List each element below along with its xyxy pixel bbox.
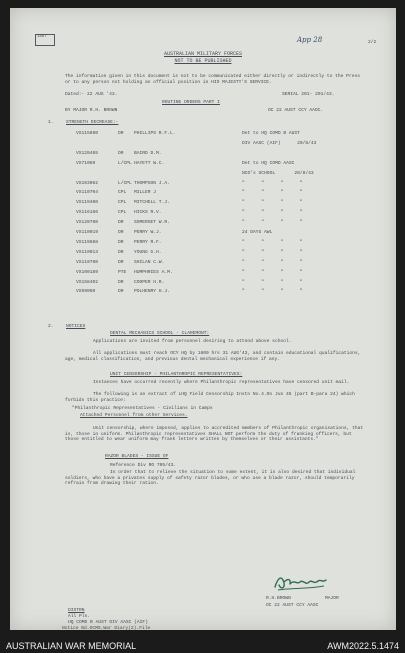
stamp-number: 1867 <box>37 35 47 39</box>
table-row <box>76 270 376 276</box>
section1-title: STRENGTH DECREASE:- <box>66 120 119 125</box>
page-reference: 2/2 <box>368 40 377 45</box>
censorship-paragraph-2: The following is an extract of LHQ Field Censorship Instn No.4.On Jun 45 (part B-para 24) which forbids this practice: <box>65 392 355 403</box>
row-note: " " " " <box>242 190 303 196</box>
table-row <box>76 131 376 137</box>
signatory-appointment: OC 22 AUST CCY AASC <box>266 603 319 608</box>
member-name: POLHENRY H.J. <box>134 289 170 295</box>
row-note: " " " " <box>242 200 303 206</box>
rank: L/CPL <box>118 160 132 166</box>
table-row <box>76 161 376 167</box>
rank: DR <box>118 279 124 285</box>
section2-number: 2. <box>48 324 54 329</box>
row-note: " " " " <box>242 279 303 285</box>
service-number: VX116166 <box>76 210 99 216</box>
rank: CPL <box>118 200 127 206</box>
service-number: VX119888 <box>76 239 99 245</box>
row-note: NCO's SCHOOL 20/8/43 <box>242 170 314 176</box>
distribution-line-3: Notice Bd.OCMS.War Diary(2).File <box>62 626 151 630</box>
table-row <box>76 200 376 206</box>
row-note: " " " " <box>242 259 303 265</box>
member-name: PERRY R.F. <box>134 239 162 245</box>
service-number: VX110019 <box>76 230 99 235</box>
row-note: " " " " <box>242 180 303 186</box>
security-notice: The information given in this document is not to be communicated either directly or indirectly to the Press or to any person not holding an official position in HIS MAJESTY'S SERVICE. <box>65 74 360 85</box>
razor-paragraph: In order that to relieve the situation to some extent, it is also desired that individual soldiers, who have a privates supply of safety razor blades, or who use a blade razor, should temporarily refrain from drawing their ration. <box>65 470 356 487</box>
member-name: HAYETT W.C. <box>134 160 165 166</box>
member-name: COOPER H.R. <box>134 279 165 285</box>
dated-line: Dated:- 22 AUG '43. <box>65 92 118 97</box>
table-row <box>76 171 376 177</box>
member-name: HICKS R.V. <box>134 210 162 216</box>
footer-institution: AUSTRALIAN WAR MEMORIAL <box>6 640 137 651</box>
document-page <box>10 8 396 630</box>
service-number: VX115890 <box>76 131 99 136</box>
document-title: AUSTRALIAN MILITARY FORCES <box>163 51 242 57</box>
table-row <box>76 230 376 236</box>
service-number: VX120780 <box>76 220 99 226</box>
razor-reference: Reference Div RO 705/43. <box>110 463 177 468</box>
member-name: PERRY W.J. <box>134 230 162 235</box>
dental-paragraph-1: Applications are invited from personnel desiring to attend above school. <box>93 339 292 344</box>
censorship-paragraph-3: Unit censorship, where imposed, applies to accredited members of Philanthropic organisations, that is, those in uniform. Philanthropic representatives SHALL NOT perform the duty of franking officers, but those entitled to wear uniform may frank letters written by themselves or their assistants." <box>65 426 364 443</box>
table-row <box>76 240 376 246</box>
member-name: PHILLIPS R.F.L. <box>134 131 176 136</box>
member-name: MITCHELL T.J. <box>134 200 170 206</box>
censorship-quote-1: "Philanthropic Representatives - Civilians in Camps <box>72 406 213 411</box>
archive-footer <box>0 638 405 653</box>
censorship-quote-2: Attached Personnel from other Services. <box>80 413 188 418</box>
signatory-rank: MAJOR <box>325 596 339 601</box>
distribution-line-1: All Pls. <box>68 614 91 619</box>
table-row <box>76 190 376 196</box>
dental-title: DENTAL MECHANICS SCHOOL - CLAREMONT: <box>110 331 210 336</box>
table-row <box>76 141 376 147</box>
member-name: BAIRD D.M. <box>134 150 162 156</box>
handwritten-signature <box>272 573 328 593</box>
section1-number: 1. <box>48 120 54 125</box>
service-number: VX110013 <box>76 249 99 255</box>
rank: PTE <box>118 269 127 275</box>
table-row <box>76 260 376 266</box>
censorship-title: UNIT CENSORSHIP - PHILANTHROPIC REPRESENTATIVES: <box>110 372 243 377</box>
document-subtitle: NOT TO BE PUBLISHED <box>174 58 232 64</box>
table-row <box>76 151 376 157</box>
row-note: " " " " <box>242 239 303 245</box>
dental-paragraph-2: All applications must reach OCY HQ by 1800 hrs 31 AUG'43, and contain educational qualifications, age, medical classification, and previous dental mechanical experience if any. <box>65 351 361 362</box>
orders-title: ROUTINE ORDERS PART I <box>162 100 220 105</box>
service-number: VX59060 <box>76 289 96 295</box>
member-name: SOMERSET W.R. <box>134 220 170 226</box>
rank: DR <box>118 259 124 265</box>
service-number: VX100189 <box>76 269 99 275</box>
rank: DR <box>118 131 124 136</box>
row-note: Det to HQ COMD AASC <box>242 160 295 166</box>
table-row <box>76 280 376 286</box>
distribution-title: DISTRN <box>68 608 85 613</box>
rank: DR <box>118 289 124 295</box>
rank: CPL <box>118 190 127 196</box>
serial-line: SERIAL 201- 201/43. <box>282 92 335 97</box>
rank: DR <box>118 220 124 226</box>
row-note: " " " " <box>242 249 303 255</box>
razor-title: RAZOR BLADES - ISSUE OF <box>105 454 169 459</box>
rank: DR <box>118 249 124 255</box>
signatory-name: R.H.BROWN <box>266 596 291 601</box>
handwritten-reference: App 28 <box>297 36 323 44</box>
service-number: VX119400 <box>76 200 99 206</box>
rank: DR <box>118 230 124 235</box>
service-number: VX103062 <box>76 180 99 186</box>
table-row <box>76 181 376 187</box>
service-number: VX158402 <box>76 279 99 285</box>
archive-stamp <box>35 34 55 46</box>
table-row <box>76 289 376 295</box>
member-name: SHILAN C.W. <box>134 259 165 265</box>
service-number: VX110780 <box>76 259 99 265</box>
table-row <box>76 220 376 226</box>
distribution-line-2: HQ COMD B AUST DIV AASC (AIF) <box>68 620 148 625</box>
row-note: " " " " <box>242 269 303 275</box>
table-row <box>76 250 376 256</box>
by-line: BY MAJOR R.H. BROWN <box>65 108 118 113</box>
section2-title: NOTICES <box>66 324 86 329</box>
rank: CPL <box>118 210 127 216</box>
service-number: VX120465 <box>76 150 99 156</box>
rank: L/CPL <box>118 180 132 186</box>
censorship-paragraph-1: Instances have occurred recently where Philanthropic representatives have censored unit mail. <box>93 380 350 385</box>
member-name: MILLER J <box>134 190 157 196</box>
oc-line: OC 22 AUST CCY AAOC. <box>268 108 324 113</box>
row-note: Det to HQ COMD B AUST <box>242 131 300 136</box>
rank: DR <box>118 150 124 156</box>
row-note: 24 DAYS AWL <box>242 230 273 235</box>
service-number: VX110704 <box>76 190 99 196</box>
footer-accession: AWM2022.5.1474 <box>327 640 399 651</box>
rank: DR <box>118 239 124 245</box>
row-note: " " " " <box>242 289 303 295</box>
row-note: " " " " <box>242 220 303 226</box>
member-name: YOUNG G.H. <box>134 249 162 255</box>
service-number: VX71089 <box>76 160 96 166</box>
member-name: HUMPHRIES A.M. <box>134 269 173 275</box>
member-name: THOMPSON J.A. <box>134 180 170 186</box>
row-note: DIV AASC (AIF) 20/8/43 <box>242 140 317 146</box>
row-note: " " " " <box>242 210 303 216</box>
table-row <box>76 210 376 216</box>
